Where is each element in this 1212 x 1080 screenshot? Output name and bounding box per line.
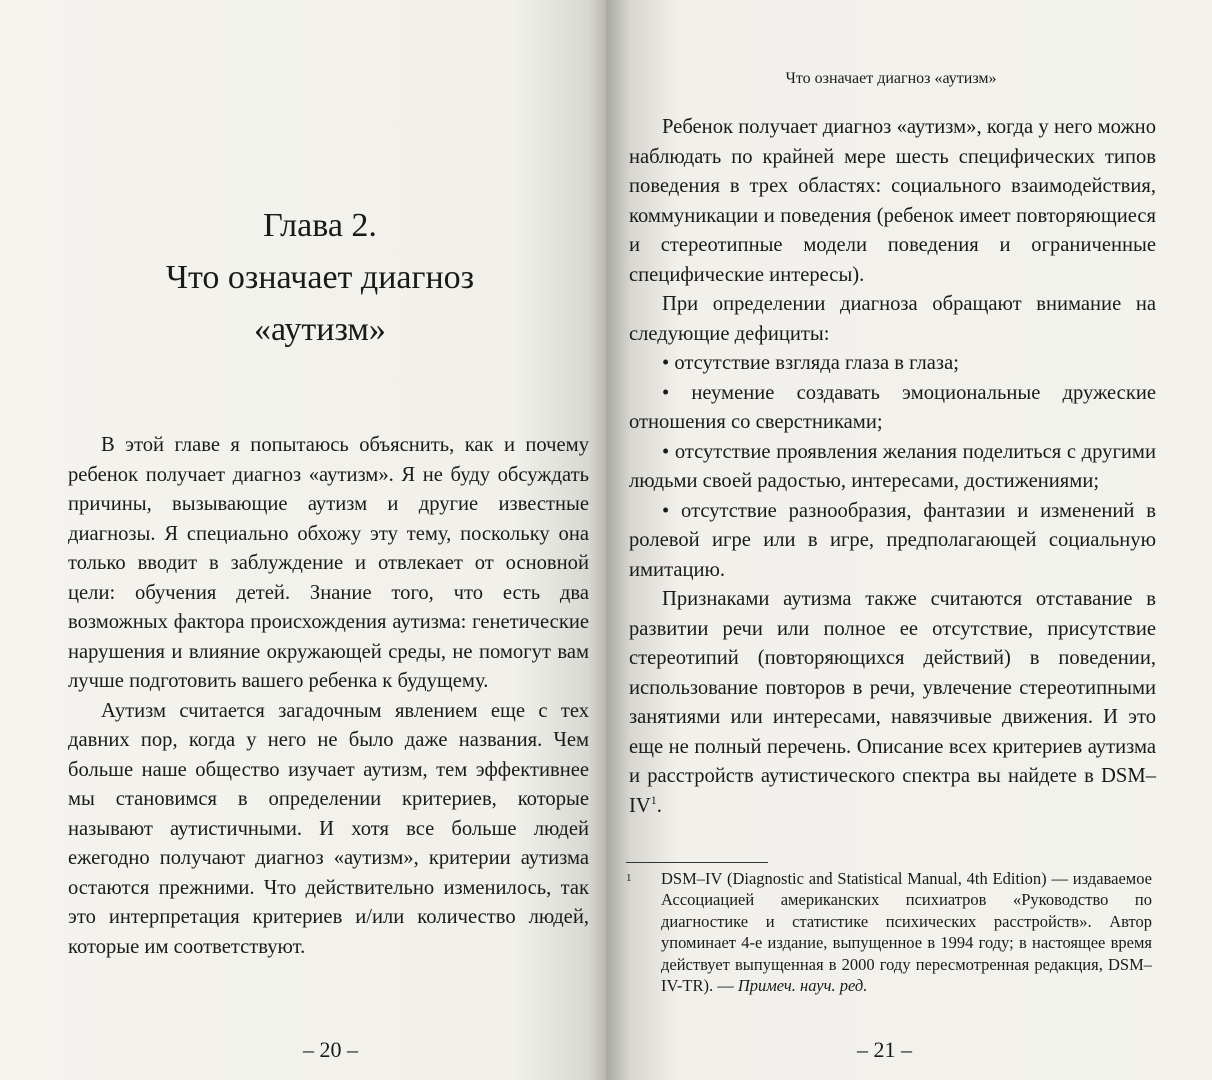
running-head: Что означает диагноз «аутизм» (785, 70, 997, 87)
paragraph: В этой главе я попытаюсь объяснить, как и почему ребенок получает диагноз «аутизм». Я не буду обсуждать причины, вызывающие аутизм и другие известные диагнозы. Я специально обхожу эту тему, поскольку она только вводит в заблуждение и отвлекает от основной цели: обучения детей. Знание того, что есть два возможных фактора происхождения аутизма: генетические нарушения и влияние окружающей среды, не помогут вам лучше подготовить вашего ребенка к будущему. (68, 434, 589, 692)
chapter-title-line: «аутизм» (254, 311, 386, 348)
chapter-number: Глава 2. (263, 207, 377, 244)
sentence-end: . (656, 794, 662, 817)
page-number: – 20 – (303, 1037, 358, 1062)
chapter-title (60, 200, 580, 356)
editor-note: Примеч. науч. ред. (737, 976, 868, 996)
bullet-item: • отсутствие проявления желания поделиться с другими людьми своей радостью, интересами, достижениями; (629, 440, 1156, 492)
bullet-item: • отсутствие взгляда глаза в глаза; (662, 352, 959, 374)
bullet-item: • отсутствие разнообразия, фантазии и изменений в ролевой игре или в игре, предполагающей социальную имитацию. (629, 499, 1156, 581)
paragraph-text: Признаками аутизма также считаются отставание в развитии речи или полное ее отсутствие, присутствие стереотипий (повторяющихся действий) в поведении, использование повторов в речи, увлечение стереотипными занятиями или интересами, навязчивые движения. И это еще не полный перечень. Описание всех критериев аутизма и расстройств аутистического спектра вы найдете в DSM–IV (629, 588, 1156, 817)
footnote (626, 868, 1152, 996)
paragraph-with-footnote-ref (629, 585, 1156, 821)
paragraph: Аутизм считается загадочным явлением еще с тех давних пор, когда у него не было даже названия. Чем больше наше общество изучает аутизм, тем эффективнее мы становимся в определении критериев, которые называют аутистичными. И хотя все больше людей ежегодно получают диагноз «аутизм», критерии аутизма остаются прежними. Что действительно изменилось, так это интерпретация критериев и/или количество людей, которые им соответствуют. (68, 699, 589, 958)
footnote-reference: 1 (650, 792, 657, 807)
chapter-title-line: Что означает диагноз (165, 259, 475, 296)
footnote-text: DSM–IV (Diagnostic and Statistical Manual, 4th Edition) — издаваемое Ассоциацией американских психиатров «Руководство по диагностике и статистике психических расстройств». Автор упоминает 4-е издание, выпущенное в 1994 году; в настоящее время действует выпущенная в 2000 году пересмотренная редакция, DSM–IV-TR). — (661, 869, 1152, 996)
paragraph: При определении диагноза обращают внимание на следующие дефициты: (629, 293, 1156, 345)
page-number: – 21 – (857, 1037, 912, 1062)
footnote-divider (626, 862, 768, 863)
right-page (606, 0, 1212, 1080)
paragraph: Ребенок получает диагноз «аутизм», когда у него можно наблюдать по крайней мере шесть специфических типов поведения в трех областях: социального взаимодействия, коммуникации и поведения (ребенок имеет повторяющиеся и стереотипные модели поведения и ограниченные специфические интересы). (629, 116, 1156, 286)
footnote-mark: 1 (626, 872, 632, 884)
bullet-item: • неумение создавать эмоциональные дружеские отношения со сверстниками; (629, 381, 1156, 433)
right-body-text (629, 113, 1156, 821)
footnote-text-block (661, 868, 1152, 996)
left-body-text (68, 431, 589, 962)
